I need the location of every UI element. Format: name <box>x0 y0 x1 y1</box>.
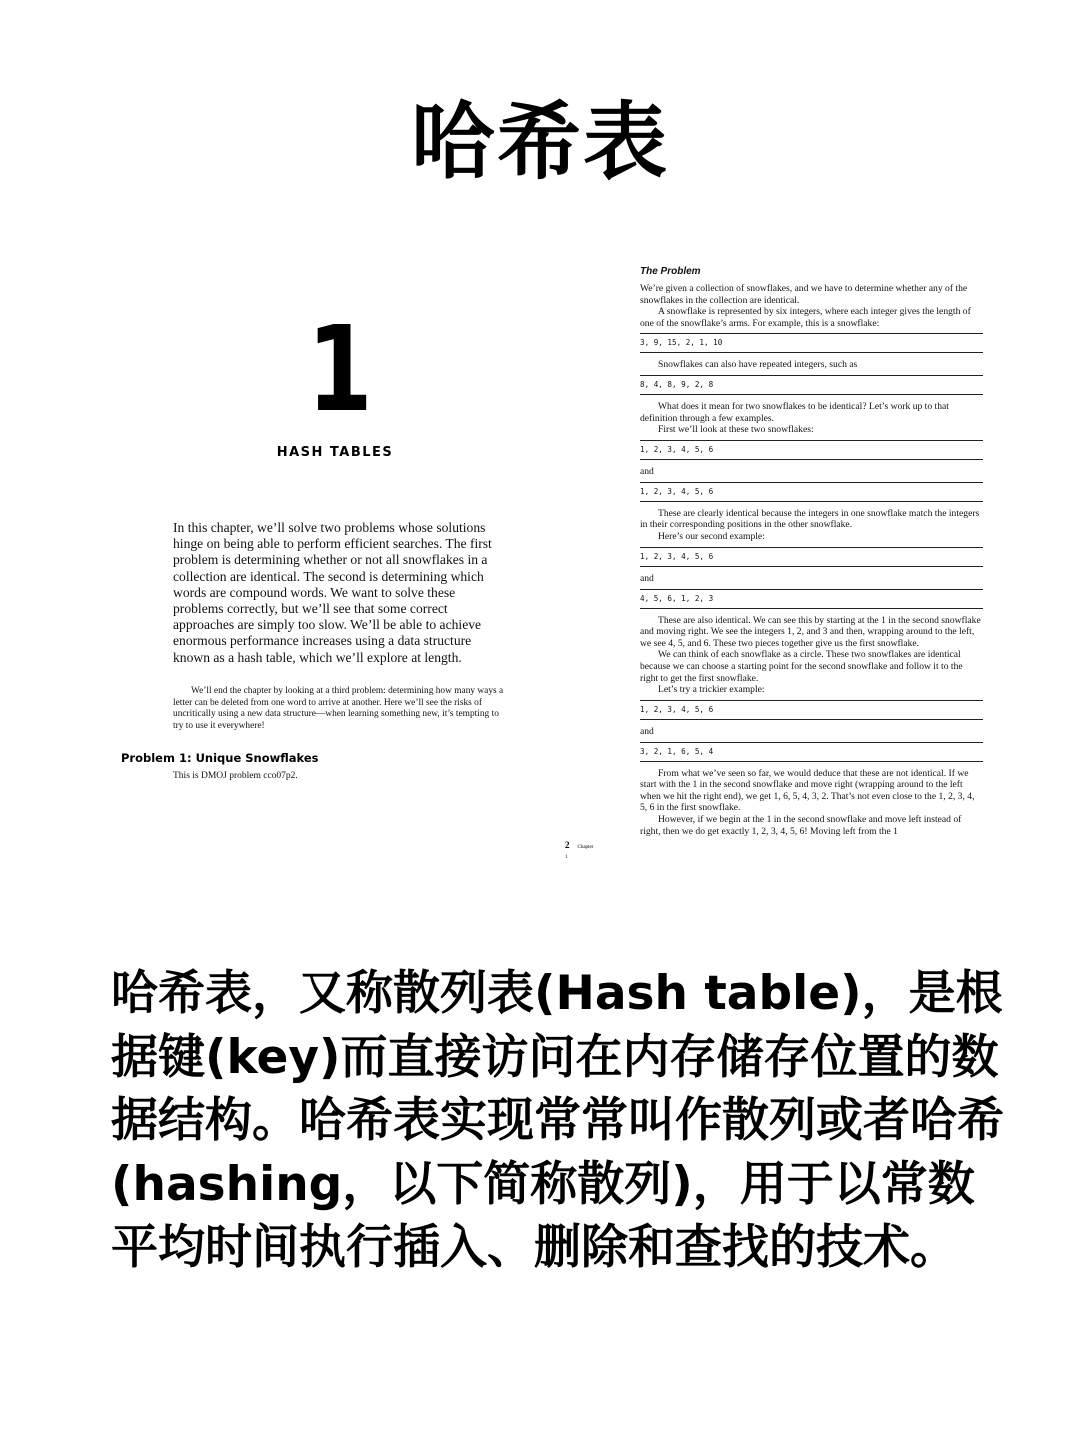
problem-note: This is DMOJ problem cco07p2. <box>173 771 298 781</box>
and-label: and <box>640 725 654 737</box>
paragraph: We can think of each snowflake as a circle. These two snowflakes are identical because we can choose a starting point for the second snowflake and follow it to the right to get the first snowflake. <box>640 649 963 684</box>
paragraph: We’re given a collection of snowflakes, and we have to determine whether any of the snowflakes in the collection are identical. <box>640 283 968 306</box>
paragraph: Here’s our second example: <box>658 530 765 542</box>
code-block: 1, 2, 3, 4, 5, 6 <box>640 482 983 502</box>
section-heading: The Problem <box>640 266 701 277</box>
code-block: 3, 2, 1, 6, 5, 4 <box>640 742 983 762</box>
code-block: 3, 9, 15, 2, 1, 10 <box>640 333 983 353</box>
chapter-number: 1 <box>307 300 373 438</box>
chapter-title: HASH TABLES <box>276 445 394 460</box>
chapter-intro: In this chapter, we’ll solve two problems whose solutions hinge on being able to perform efficient searches. The first problem is determining whether or not all snowflakes in a collection are identical. The second is determining which words are compound words. We want to solve these problems correctly, but we’ll see that some correct approaches are simply too slow. We’ll be able to achieve enormous performance increases using a data structure known as a hash table, which we’ll explore at length. <box>173 520 492 665</box>
and-label: and <box>640 465 654 477</box>
book-right-page <box>640 266 983 837</box>
description-text: 哈希表，又称散列表(Hash table)，是根据键(key)而直接访问在内存储存位置的数据结构。哈希表实现常常叫作散列或者哈希(hashing，以下简称散列)，用于以常数平均时间执行插入、删除和查找的技术。 <box>111 966 1004 1275</box>
paragraph: These are clearly identical because the integers in one snowflake match the integers in their corresponding positions in the other snowflake. <box>640 507 980 531</box>
chapter-label: Chapter 1 <box>565 845 594 860</box>
paragraph: Snowflakes can also have repeated integers, such as <box>658 359 858 371</box>
page-title: 哈希表 <box>410 93 669 191</box>
paragraph: However, if we begin at the 1 in the second snowflake and move left instead of right, then we do get exactly 1, 2, 3, 4, 5, 6! Moving left from the 1 <box>640 814 962 837</box>
code-block: 1, 2, 3, 4, 5, 6 <box>640 700 983 720</box>
paragraph: First we’ll look at these two snowflakes: <box>658 424 814 436</box>
and-label: and <box>640 572 654 584</box>
code-block: 4, 5, 6, 1, 2, 3 <box>640 589 983 609</box>
page-number: 2 <box>565 840 570 850</box>
paragraph: These are also identical. We can see this by starting at the 1 in the second snowflake and moving right. We see the integers 1, 2, and 3 and then, wrapping around to the left, we see 4, 5, and 6. These two pieces together give us the first snowflake. <box>640 614 981 649</box>
page-footer <box>565 840 593 860</box>
chapter-intro-second: We’ll end the chapter by looking at a third problem: determining how many ways a letter can be deleted from one word to arrive at another. Here we’ll see the risks of uncritically using a new data structure—when learning something new, it’s tempting to try to use it everywhere! <box>173 686 504 732</box>
code-block: 1, 2, 3, 4, 5, 6 <box>640 440 983 460</box>
paragraph: From what we’ve seen so far, we would deduce that these are not identical. If we start with the 1 in the second snowflake and move right (wrapping around to the left when we hit the right end), we get 1, 6, 5, 4, 3, 2. That’s not even close to the 1, 2, 3, 4, 5, 6 in the first snowflake. <box>640 767 975 814</box>
code-block: 8, 4, 8, 9, 2, 8 <box>640 375 983 395</box>
paragraph: What does it mean for two snowflakes to be identical? Let’s work up to that definition through a few examples. <box>640 400 949 424</box>
paragraph: A snowflake is represented by six integers, where each integer gives the length of one of the snowflake’s arms. For example, this is a snowflake: <box>640 306 971 329</box>
code-block: 1, 2, 3, 4, 5, 6 <box>640 547 983 567</box>
book-left-page <box>0 255 594 865</box>
book-spread-image <box>0 255 1080 865</box>
paragraph: Let’s try a trickier example: <box>658 684 765 696</box>
problem-heading: Problem 1: Unique Snowflakes <box>121 751 319 765</box>
